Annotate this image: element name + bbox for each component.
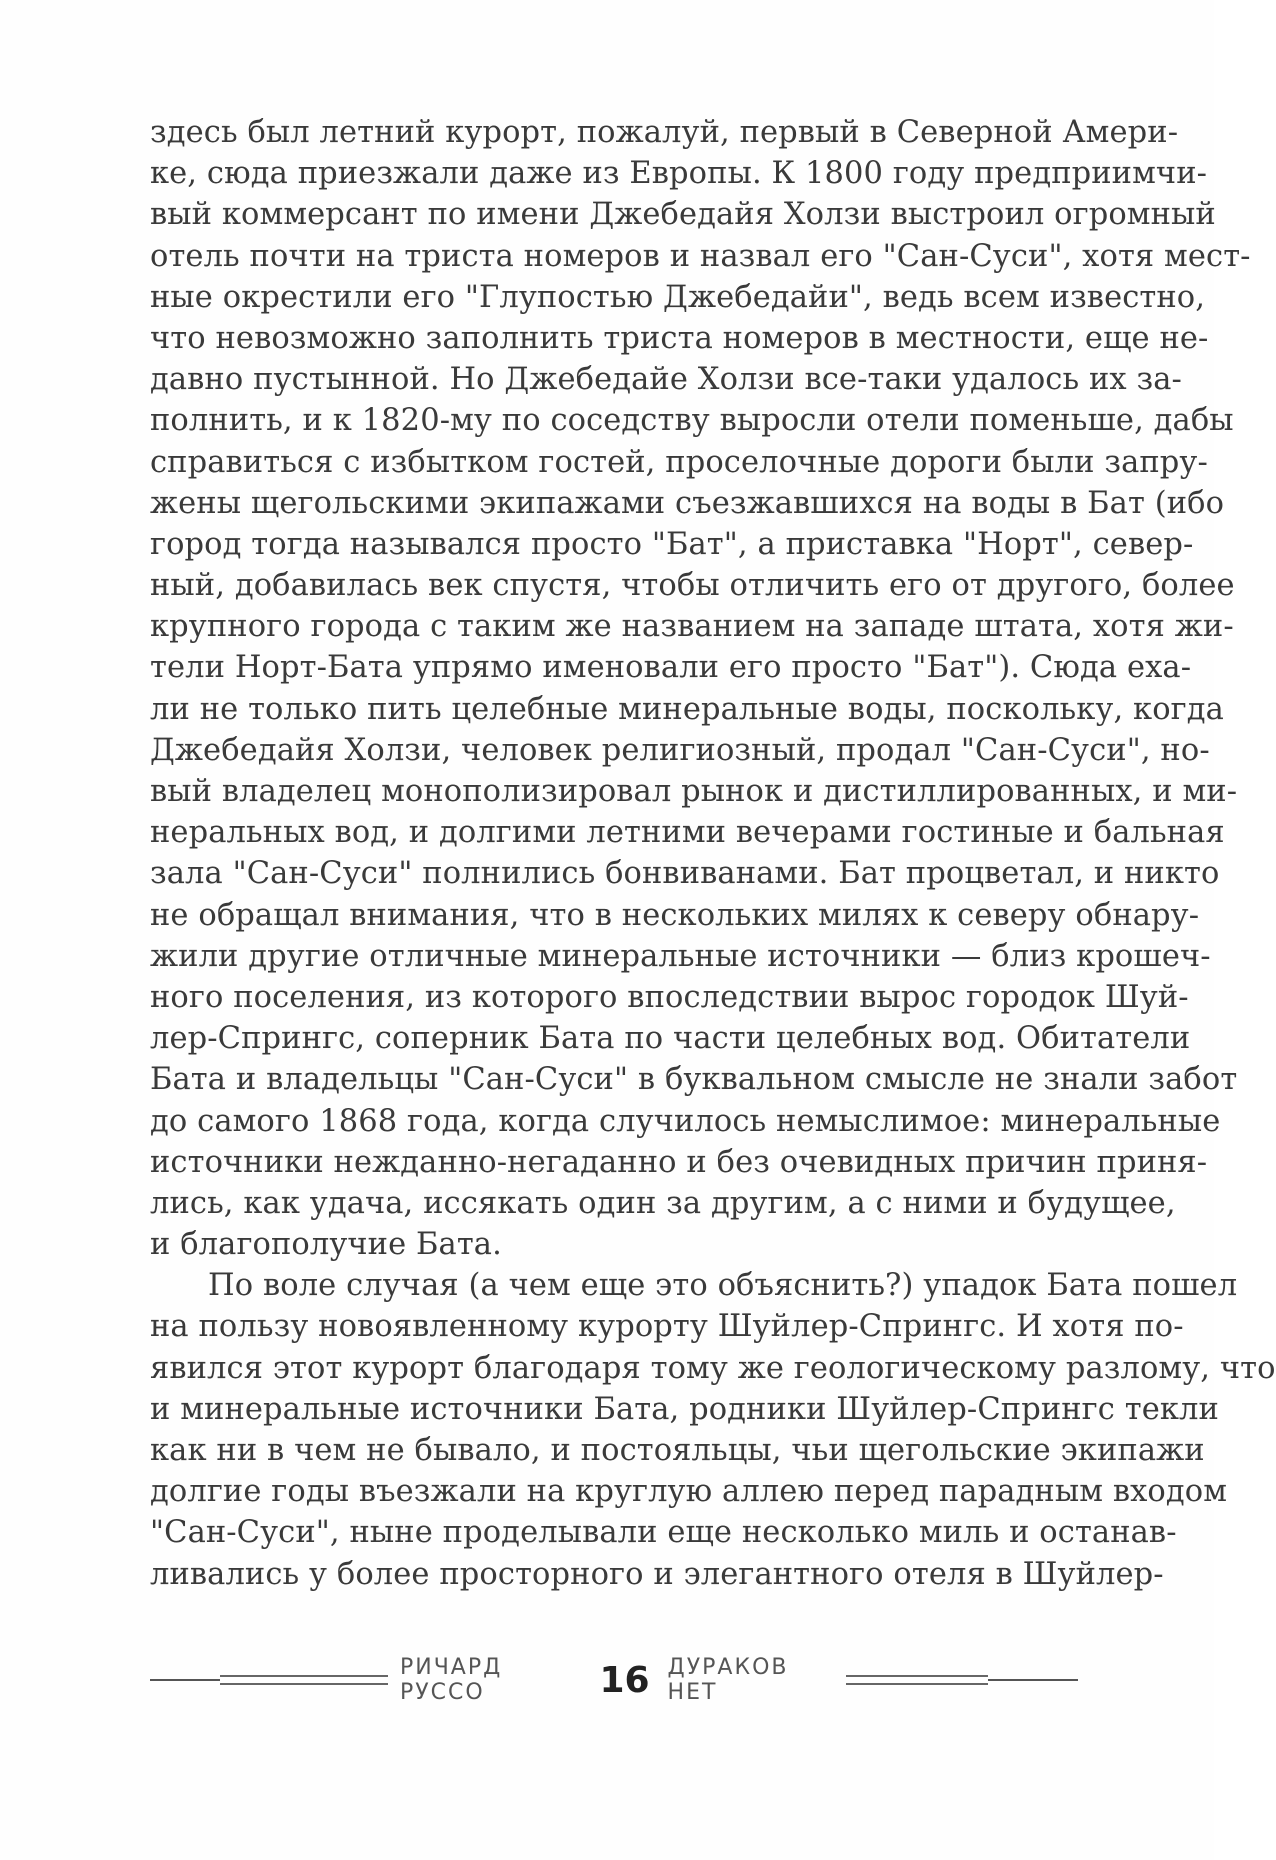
footer-left-rules: [150, 1675, 388, 1685]
text-line: город тогда назывался просто "Бат", а приставка "Норт", север-: [150, 526, 1194, 562]
footer-right-rules: [846, 1675, 1078, 1685]
page-number: 16: [599, 1659, 650, 1701]
text-line: жили другие отличные минеральные источники — близ крошеч-: [150, 938, 1211, 974]
text-line: не обращал внимания, что в нескольких милях к северу обнару-: [150, 897, 1200, 933]
text-line: вый владелец монополизировал рынок и дистиллированных, и ми-: [150, 774, 1238, 809]
text-line: неральных вод, и долгими летними вечерами гостиные и бальная: [150, 815, 1225, 851]
footer-author: РИЧАРД РУССО: [400, 1655, 503, 1705]
text-line: ные окрестили его "Глупостью Джебедайи", ведь всем известно,: [150, 279, 1206, 315]
text-line: на пользу новоявленному курорту Шуйлер-Спрингс. И хотя по-: [150, 1309, 1184, 1345]
text-line: явился этот курорт благодаря тому же геологическому разлому, что: [150, 1350, 1276, 1386]
text-line: лер-Спрингс, соперник Бата по части целебных вод. Обитатели: [150, 1021, 1191, 1057]
text-line: справиться с избытком гостей, проселочные дороги были запру-: [150, 444, 1208, 480]
footer-rule: [150, 1679, 220, 1681]
text-line: что невозможно заполнить триста номеров в местности, еще не-: [150, 320, 1209, 356]
text-line: лись, как удача, иссякать один за другим, а с ними и будущее,: [150, 1185, 1176, 1221]
footer-double-rule: [220, 1675, 388, 1685]
text-line: тели Норт-Бата упрямо именовали его просто "Бат"). Сюда еха-: [150, 650, 1192, 686]
text-line: ный, добавилась век спустя, чтобы отличить его от другого, более: [150, 568, 1235, 604]
paragraph-first-line: По воле случая (а чем еще это объяснить?) упадок Бата пошел: [208, 1268, 1238, 1304]
footer-double-rule: [846, 1675, 988, 1685]
text-line: давно пустынной. Но Джебедайе Холзи все-таки удалось их за-: [150, 362, 1182, 398]
text-line: долгие годы въезжали на круглую аллею перед парадным входом: [150, 1474, 1228, 1510]
text-line: жены щегольскими экипажами съезжавшихся на воды в Бат (ибо: [150, 485, 1225, 521]
text-line: зала "Сан-Суси" полнились бонвиванами. Бат процветал, и никто: [150, 856, 1220, 892]
text-line: Джебедайя Холзи, человек религиозный, продал "Сан-Суси", но-: [150, 732, 1210, 768]
text-line: вый коммерсант по имени Джебедайя Холзи выстроил огромный: [150, 197, 1216, 233]
footer-book-title: ДУРАКОВ НЕТ: [667, 1655, 789, 1705]
text-line: полнить, и к 1820-му по соседству выросли отели поменьше, дабы: [150, 403, 1234, 439]
text-line: ке, сюда приезжали даже из Европы. К 1800 году предприимчи-: [150, 156, 1208, 192]
paragraph-last-line: и благополучие Бата.: [150, 1227, 502, 1263]
text-line: ли не только пить целебные минеральные воды, поскольку, когда: [150, 691, 1224, 727]
footer-rule: [988, 1679, 1078, 1681]
text-line: здесь был летний курорт, пожалуй, первый в Северной Амери-: [150, 115, 1179, 150]
text-line: крупного города с таким же названием на западе штата, хотя жи-: [150, 609, 1234, 645]
text-line: и минеральные источники Бата, родники Шуйлер-Спрингс текли: [150, 1391, 1219, 1427]
text-line: ного поселения, из которого впоследствии вырос городок Шуй-: [150, 979, 1189, 1015]
text-line: "Сан-Суси", ныне проделывали еще несколько миль и останав-: [150, 1515, 1177, 1551]
body-text: [150, 112, 1276, 1595]
text-line: Бата и владельцы "Сан-Суси" в буквальном смысле не знали забот: [150, 1062, 1238, 1098]
text-line: отель почти на триста номеров и назвал его "Сан-Суси", хотя мест-: [150, 238, 1251, 274]
text-line: источники нежданно-негаданно и без очевидных причин приня-: [150, 1144, 1208, 1180]
text-line: до самого 1868 года, когда случилось немыслимое: минеральные: [150, 1103, 1221, 1139]
text-line: ливались у более просторного и элегантного отеля в Шуйлер-: [150, 1556, 1164, 1592]
text-line: как ни в чем не бывало, и постояльцы, чьи щегольские экипажи: [150, 1433, 1205, 1468]
page-footer: [150, 1655, 1078, 1705]
